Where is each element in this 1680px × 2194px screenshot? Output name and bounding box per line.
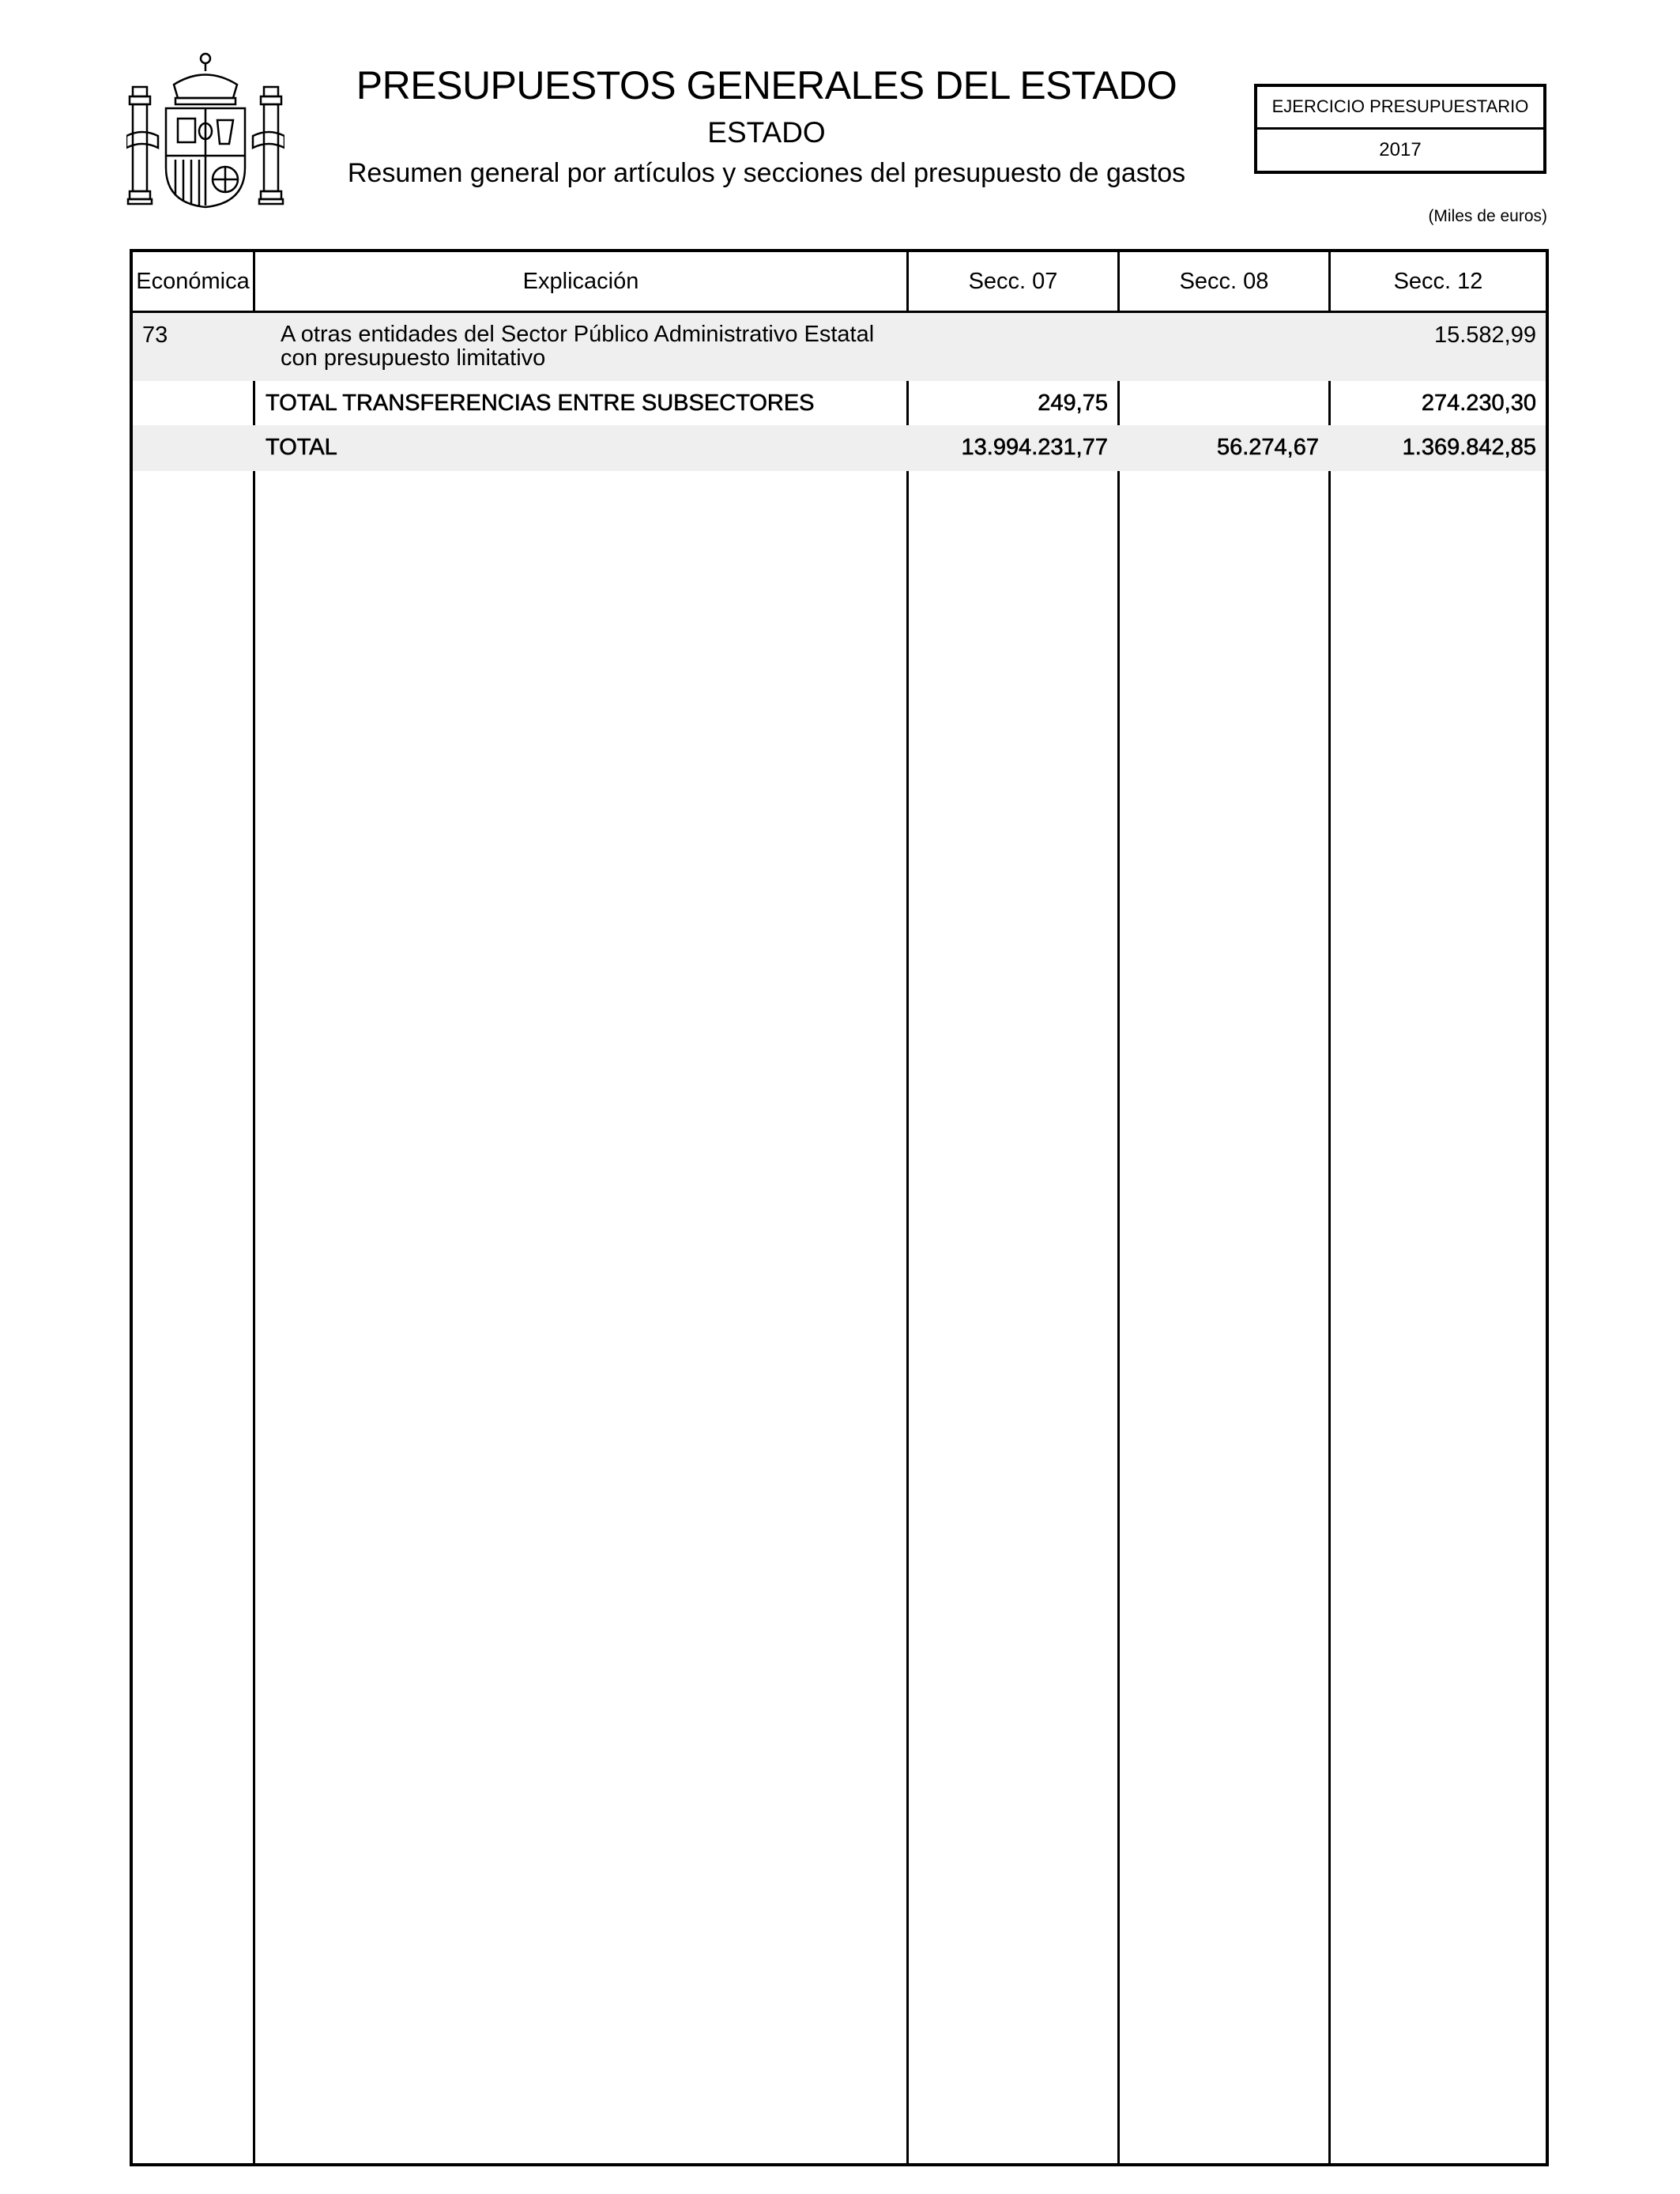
- row-description: TOTAL: [266, 435, 337, 460]
- table-row: [133, 313, 1546, 381]
- row-secc-08: 56.274,67: [1216, 435, 1319, 460]
- row-secc-12: 15.582,99: [1433, 322, 1536, 348]
- column-header-economica: Económica: [136, 269, 250, 294]
- column-divider: [1328, 249, 1331, 2166]
- row-description-line: con presupuesto limitativo: [281, 345, 546, 371]
- fiscal-year-label: EJERCICIO PRESUPUESTARIO: [1257, 87, 1543, 130]
- column-divider: [253, 249, 255, 2166]
- row-secc-07: 13.994.231,77: [961, 435, 1108, 460]
- document-description: Resumen general por artículos y secciones del presupuesto de gastos: [347, 158, 1186, 188]
- column-header-secc-12: Secc. 12: [1393, 269, 1483, 294]
- fiscal-year-value: 2017: [1379, 139, 1422, 160]
- column-header-explicacion: Explicación: [522, 269, 639, 294]
- row-description-line: A otras entidades del Sector Público Administrativo Estatal: [281, 322, 875, 347]
- row-secc-12: 274.230,30: [1421, 390, 1536, 416]
- document-title: PRESUPUESTOS GENERALES DEL ESTADO: [356, 63, 1177, 107]
- row-description: TOTAL TRANSFERENCIAS ENTRE SUBSECTORES: [266, 390, 815, 416]
- column-divider: [1117, 249, 1120, 2166]
- budget-table: [130, 249, 1549, 2166]
- row-secc-07: 249,75: [1038, 390, 1108, 416]
- document-subtitle: ESTADO: [707, 116, 826, 149]
- column-divider: [906, 249, 909, 2166]
- table-row: [133, 425, 1546, 471]
- fiscal-year-box: [1254, 84, 1546, 174]
- row-secc-12: 1.369.842,85: [1402, 435, 1536, 460]
- units-note: (Miles de euros): [1428, 207, 1547, 225]
- table-row: [133, 381, 1546, 425]
- row-code: 73: [142, 322, 168, 348]
- coat-of-arms-emblem: [126, 49, 284, 211]
- column-header-secc-08: Secc. 08: [1179, 269, 1269, 294]
- row-description: [281, 322, 874, 370]
- column-header-secc-07: Secc. 07: [968, 269, 1058, 294]
